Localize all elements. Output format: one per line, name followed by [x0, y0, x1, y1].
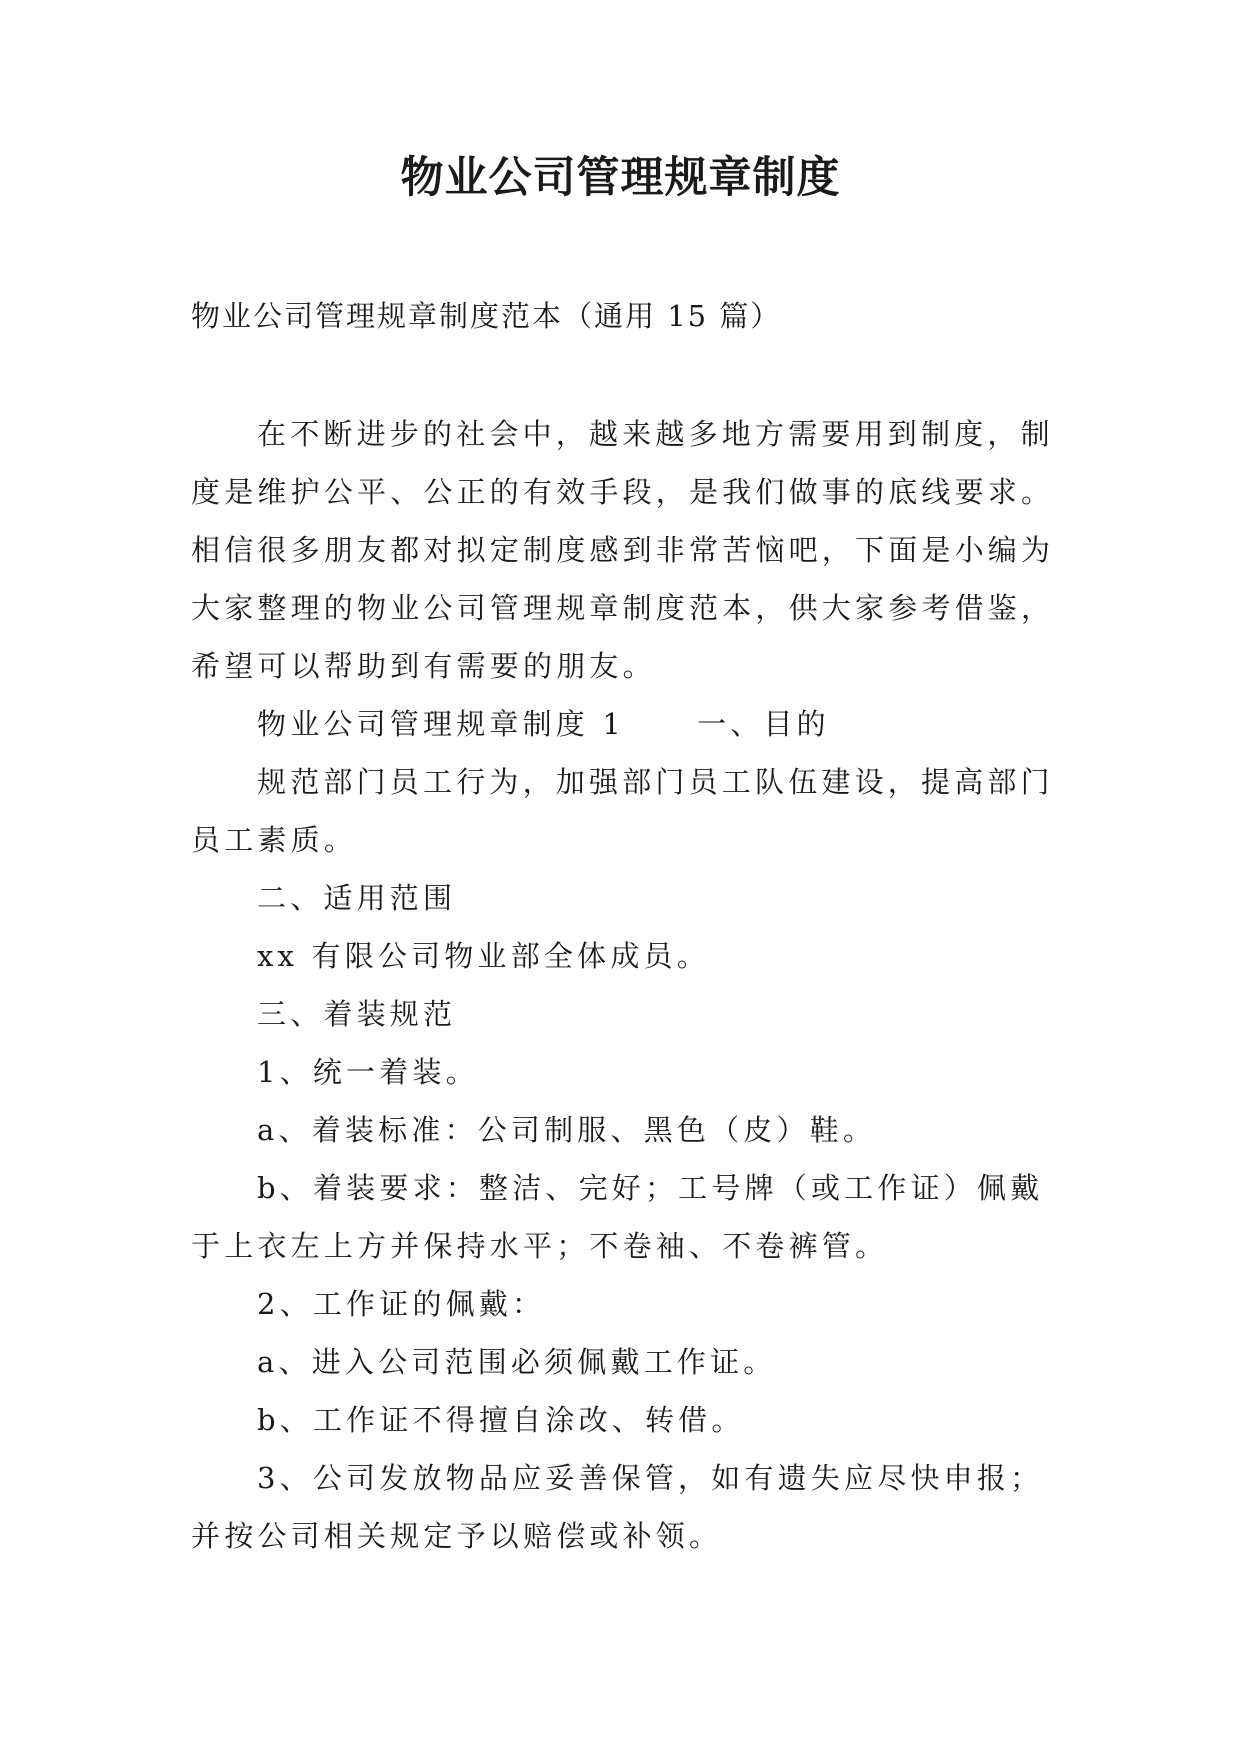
list-item: a、着装标准：公司制服、黑色（皮）鞋。: [257, 1113, 877, 1147]
paragraph-line: 并按公司相关规定予以赔偿或补领。: [191, 1519, 723, 1553]
list-item: b、着装要求：整洁、完好；工号牌（或工作证）佩戴: [257, 1171, 1044, 1205]
paragraph-line: 规范部门员工行为，加强部门员工队伍建设，提高部门: [257, 765, 1054, 799]
section-subheading: 二、适用范围: [257, 881, 457, 915]
section-subheading: 三、着装规范: [257, 997, 457, 1031]
paragraph-line: 大家整理的物业公司管理规章制度范本，供大家参考借鉴，: [191, 591, 1055, 625]
paragraph-line: 在不断进步的社会中，越来越多地方需要用到制度，制: [257, 417, 1054, 451]
section-heading: 物业公司管理规章制度 1: [257, 707, 626, 741]
document-title: 物业公司管理规章制度: [400, 153, 841, 203]
list-item: 3、公司发放物品应妥善保管，如有遗失应尽快申报；: [257, 1461, 1044, 1495]
document-subtitle: 物业公司管理规章制度范本（通用 15 篇）: [191, 299, 782, 333]
paragraph-line: 于上衣左上方并保持水平；不卷袖、不卷裤管。: [191, 1229, 889, 1263]
list-item: 1、统一着装。: [257, 1055, 479, 1089]
paragraph-line: 员工素质。: [191, 823, 358, 857]
paragraph-line: xx 有限公司物业部全体成员。: [257, 939, 710, 973]
list-item: a、进入公司范围必须佩戴工作证。: [257, 1345, 777, 1379]
list-item: 2、工作证的佩戴：: [257, 1287, 546, 1321]
document-body: [191, 405, 1071, 1565]
paragraph-line: 相信很多朋友都对拟定制度感到非常苦恼吧，下面是小编为: [191, 533, 1055, 567]
section-subheading: 一、目的: [697, 707, 830, 741]
paragraph-line: 希望可以帮助到有需要的朋友。: [191, 649, 656, 683]
paragraph-line: 度是维护公平、公正的有效手段，是我们做事的底线要求。: [191, 475, 1055, 509]
list-item: b、工作证不得擅自涂改、转借。: [257, 1403, 745, 1437]
section-heading-line: [191, 695, 1071, 753]
